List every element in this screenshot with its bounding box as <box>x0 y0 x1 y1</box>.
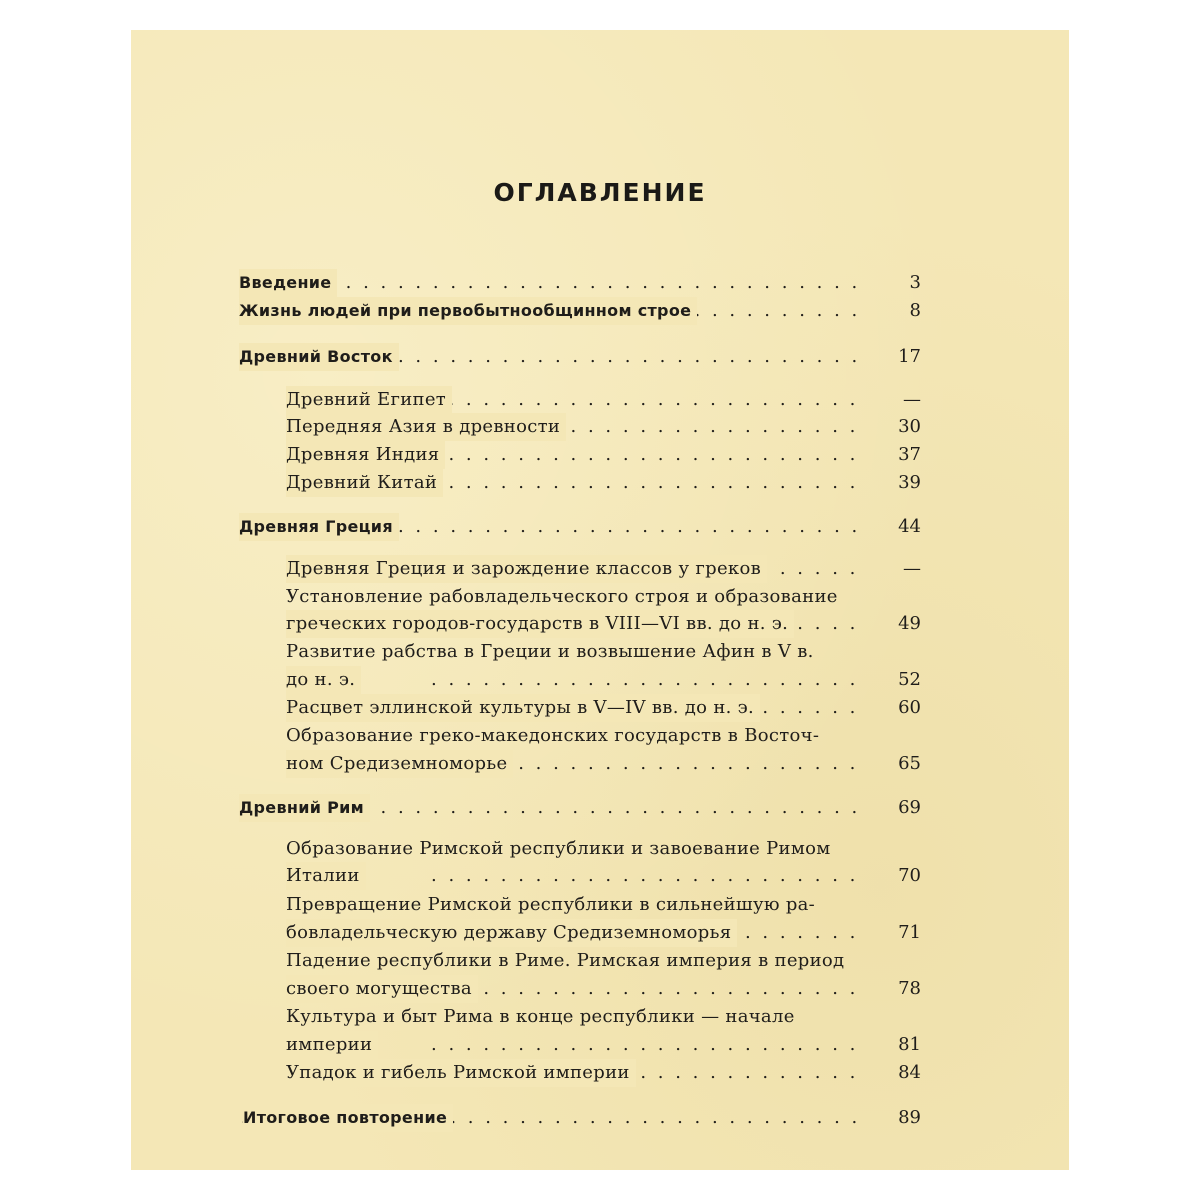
toc-entry-title-continued: империи <box>286 1031 378 1059</box>
toc-entry-ancient-india <box>131 441 1069 469</box>
toc-entry-title: Древний Египет <box>286 386 452 414</box>
toc-page-number: 70 <box>898 865 921 886</box>
toc-page-number: 30 <box>898 416 921 437</box>
toc-page-number: 69 <box>898 797 921 818</box>
dot-leader <box>431 975 856 1003</box>
toc-entry-fall-republic-line1 <box>131 947 1069 975</box>
toc-entry-title: Древний Рим <box>239 794 370 822</box>
toc-entry-title: Упадок и гибель Римской империи <box>286 1059 636 1087</box>
dot-leader <box>431 469 856 497</box>
toc-entry-athens-line1 <box>131 638 1069 666</box>
toc-entry-title: Древняя Греция и зарождение классов у греков <box>286 555 767 583</box>
toc-entry-title: Образование Римской республики и завоевание Римом <box>286 838 831 859</box>
toc-entry-title: Жизнь людей при первобытнообщинном строе <box>239 297 697 325</box>
dot-leader <box>431 862 856 890</box>
toc-entry-roman-republic-line2 <box>131 862 1069 890</box>
toc-entry-title-continued: бовладельческую державу Средиземноморья <box>286 919 737 947</box>
dot-leader <box>431 441 856 469</box>
toc-entry-fall-empire <box>131 1059 1069 1087</box>
toc-entry-title: Древний Китай <box>286 469 443 497</box>
toc-page-number: 78 <box>898 978 921 999</box>
toc-entry-title: Введение <box>239 269 337 297</box>
dot-leader <box>431 1031 856 1059</box>
toc-entry-title: Расцвет эллинской культуры в V—IV вв. до н. э. <box>286 694 760 722</box>
toc-page-number: 60 <box>898 697 921 718</box>
toc-entry-title: Образование греко-македонских государств в Восточ- <box>286 725 820 746</box>
toc-entry-title: Итоговое повторение <box>243 1104 453 1132</box>
page-title: ОГЛАВЛЕНИЕ <box>493 178 707 207</box>
toc-entry-hellenic-culture <box>131 694 1069 722</box>
toc-entry-athens-line2 <box>131 666 1069 694</box>
toc-entry-slave-power-line1 <box>131 891 1069 919</box>
toc-entry-title: Падение республики в Риме. Римская империя в период <box>286 950 845 971</box>
toc-entry-ancient-egypt <box>131 386 1069 414</box>
toc-entry-title: Древний Восток <box>239 343 399 371</box>
toc-page-number: 52 <box>898 669 921 690</box>
toc-entry-title: Развитие рабства в Греции и возвышение Афин в V в. <box>286 641 814 662</box>
toc-section-ancient-rome <box>131 794 1069 822</box>
toc-page-number: 37 <box>898 444 921 465</box>
toc-entry-title: Культура и быт Рима в конце республики — начале <box>286 1006 795 1027</box>
toc-page-number: — <box>903 389 921 410</box>
toc-entry-title: Превращение Римской республики в сильнейшую ра- <box>286 894 816 915</box>
toc-entry-western-asia <box>131 413 1069 441</box>
toc-entry-final-review <box>131 1104 1069 1132</box>
toc-page-number: 8 <box>909 300 921 321</box>
toc-page-number: 44 <box>898 516 921 537</box>
toc-entry-slave-power-line2 <box>131 919 1069 947</box>
book-page <box>131 30 1069 1170</box>
toc-page-number: 71 <box>898 922 921 943</box>
toc-entry-fall-republic-line2 <box>131 975 1069 1003</box>
toc-page-number: 39 <box>898 472 921 493</box>
toc-page-number: 17 <box>898 346 921 367</box>
toc-page-number: 3 <box>909 272 921 293</box>
toc-entry-ancient-china <box>131 469 1069 497</box>
toc-entry-title-continued: до н. э. <box>286 666 361 694</box>
toc-entry-title-continued: греческих городов-государств в VIII—VI вв. до н. э. <box>286 610 794 638</box>
toc-entry-title-continued: своего могущества <box>286 975 478 1003</box>
toc-entry-title: Передняя Азия в древности <box>286 413 566 441</box>
toc-entry-title: Установление рабовладельческого строя и образование <box>286 586 838 607</box>
toc-entry-primitive-society <box>131 297 1069 325</box>
toc-page-number: — <box>903 558 921 579</box>
toc-entry-greco-macedonian-line1 <box>131 722 1069 750</box>
toc-entry-title-continued: Италии <box>286 862 366 890</box>
toc-entry-introduction <box>131 269 1069 297</box>
table-of-contents <box>131 30 1069 1170</box>
toc-page-number: 49 <box>898 613 921 634</box>
toc-entry-title-continued: ном Средиземноморье <box>286 750 513 778</box>
toc-entry-title: Древняя Греция <box>239 513 399 541</box>
toc-page-number: 81 <box>898 1034 921 1055</box>
dot-leader <box>431 666 856 694</box>
dot-leader <box>431 386 856 414</box>
toc-section-ancient-greece <box>131 513 1069 541</box>
toc-page-number: 84 <box>898 1062 921 1083</box>
toc-page-number: 65 <box>898 753 921 774</box>
toc-entry-slave-system-line1 <box>131 583 1069 611</box>
toc-entry-roman-culture-line2 <box>131 1031 1069 1059</box>
toc-entry-slave-system-line2 <box>131 610 1069 638</box>
toc-entry-roman-republic-line1 <box>131 835 1069 863</box>
toc-page-number: 89 <box>898 1107 921 1128</box>
toc-entry-greco-macedonian-line2 <box>131 750 1069 778</box>
toc-entry-title: Древняя Индия <box>286 441 445 469</box>
toc-entry-greece-classes <box>131 555 1069 583</box>
toc-section-ancient-east <box>131 343 1069 371</box>
toc-entry-roman-culture-line1 <box>131 1003 1069 1031</box>
